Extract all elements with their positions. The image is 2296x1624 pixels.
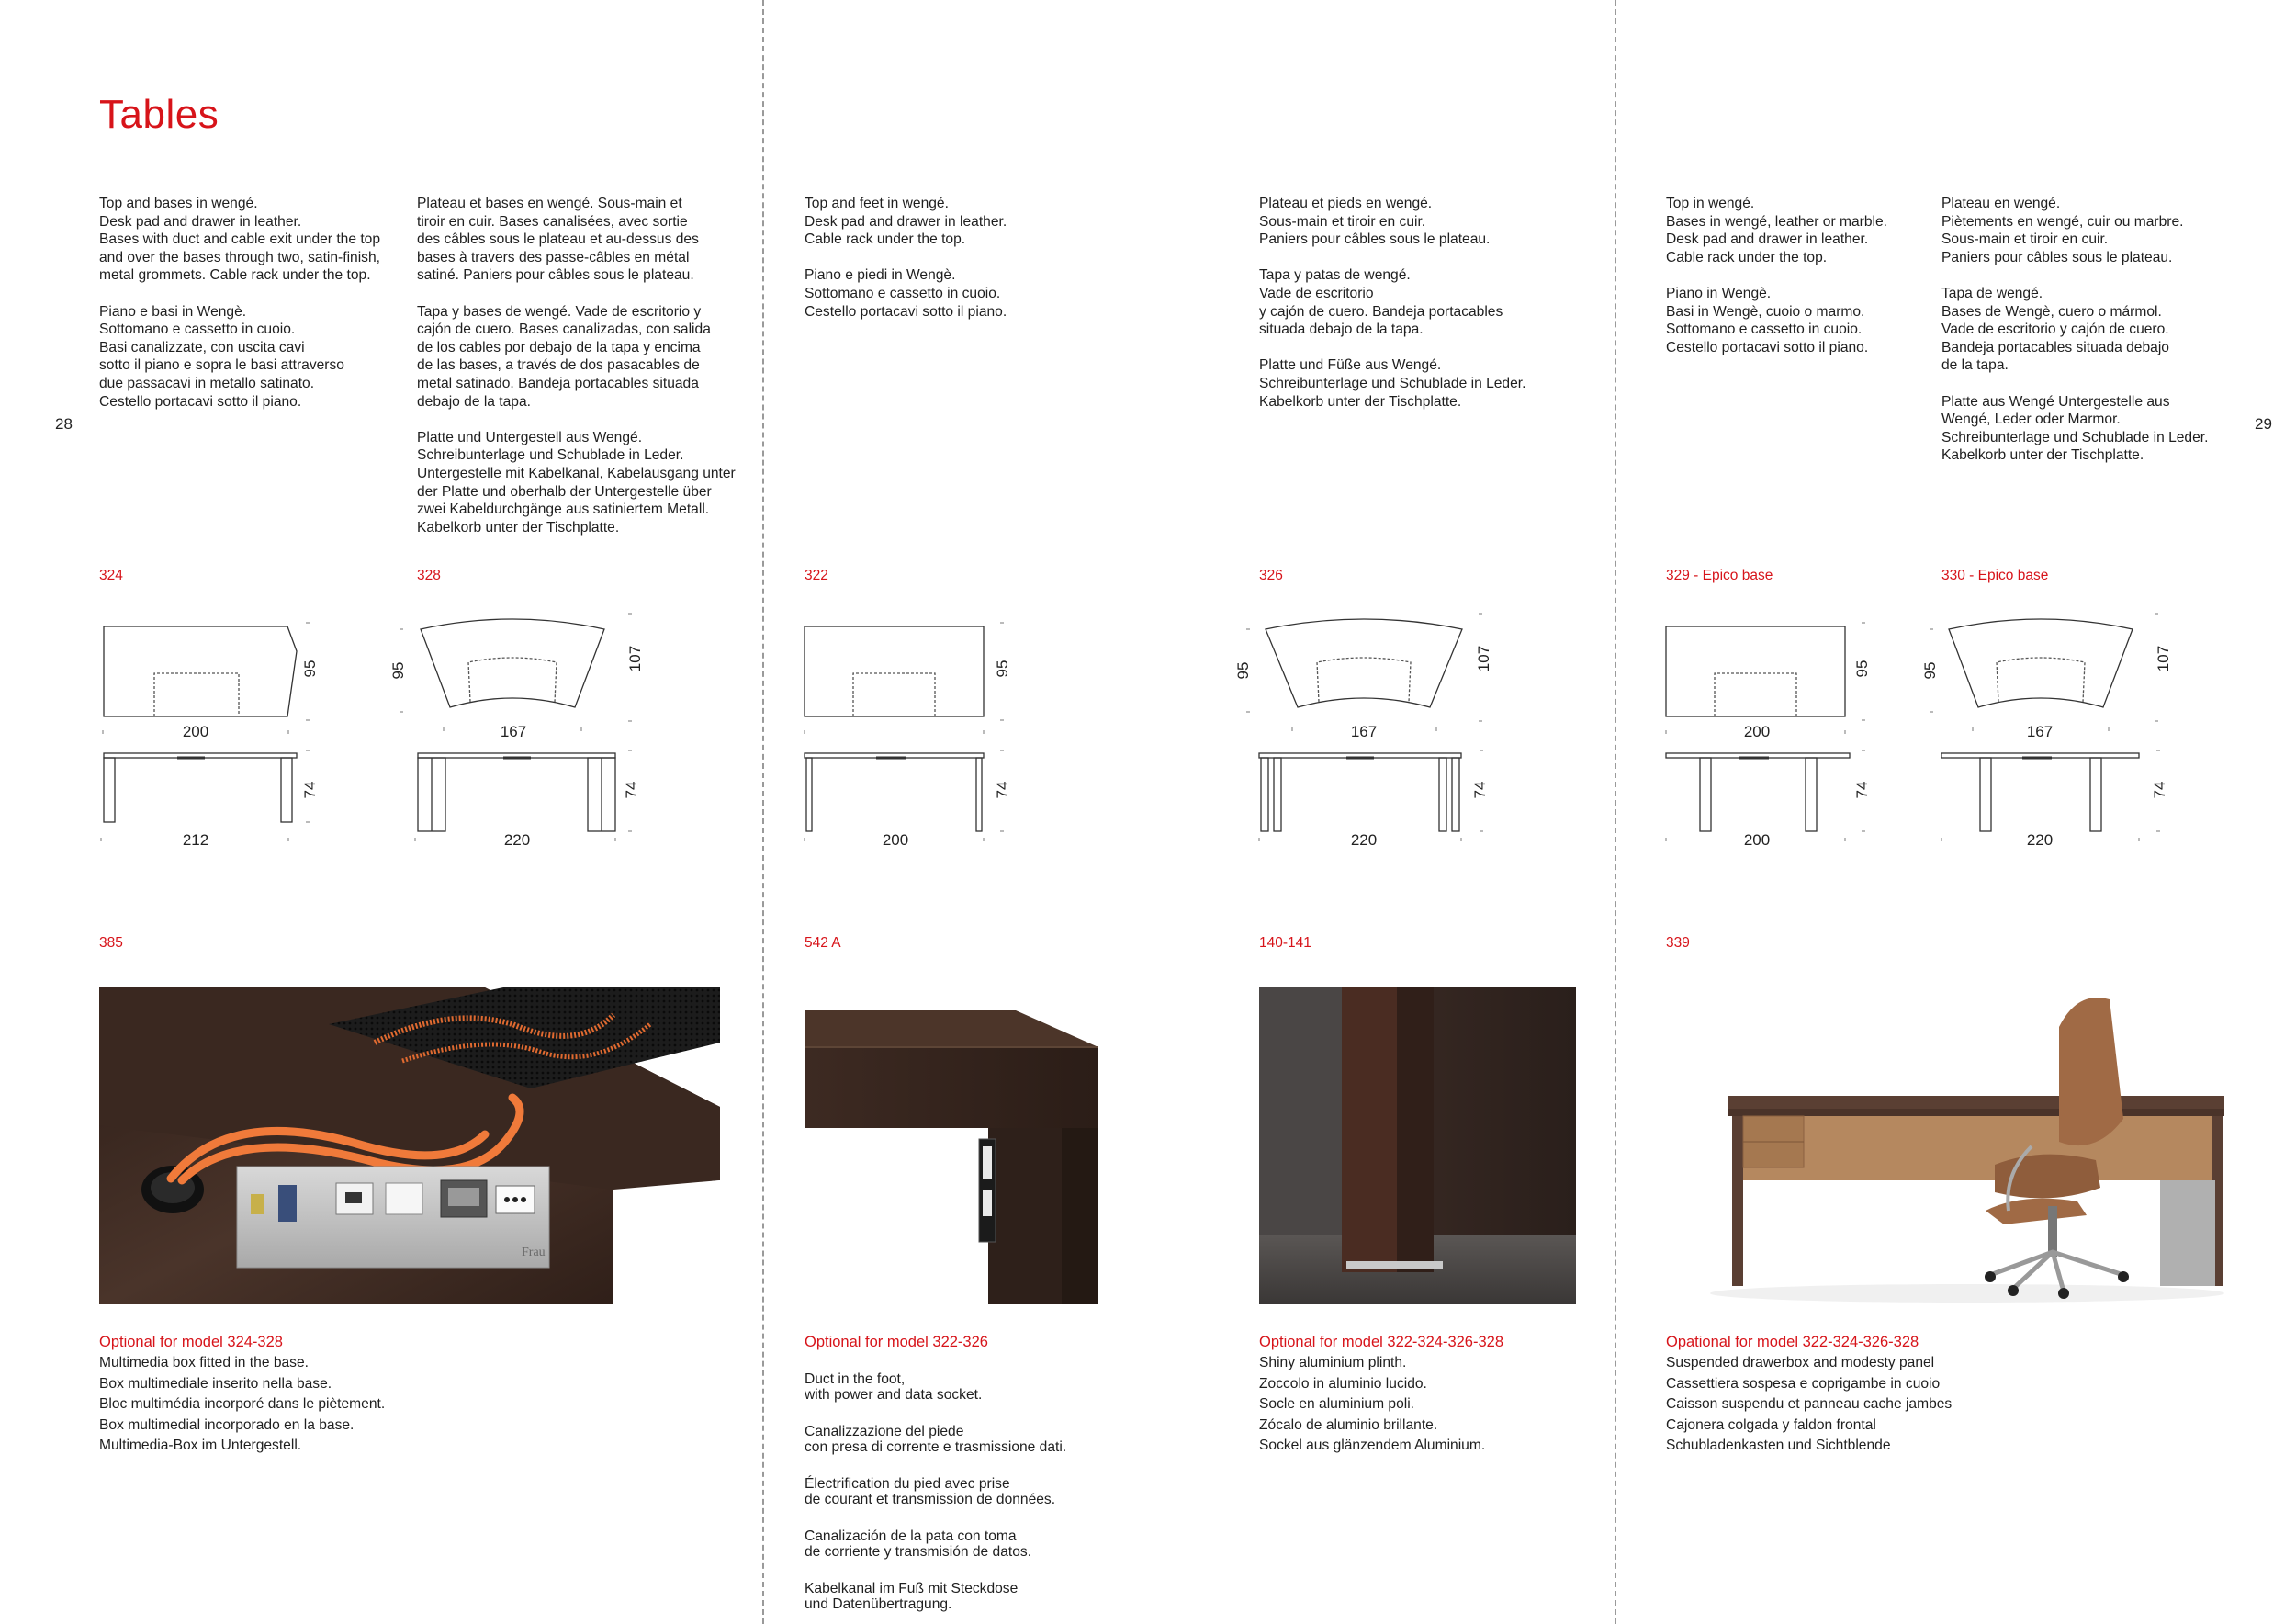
- description-es: Canalización de la pata con toma de corriente y transmisión de datos.: [805, 1528, 1032, 1560]
- plan-depth-label: 95: [994, 660, 1011, 678]
- description-de: Kabelkanal im Fuß mit Steckdose und Datenübertragung.: [805, 1581, 1019, 1612]
- accessory-code: 339: [1666, 935, 1690, 951]
- plan-depth-right-label: 107: [626, 645, 644, 672]
- overall-width-label: 220: [2026, 831, 2054, 849]
- plan-depth-label: 95: [301, 660, 319, 678]
- plan-width-label: 167: [1350, 723, 1378, 740]
- overall-width-label: 220: [1350, 831, 1378, 849]
- description-fr-es-de: Plateau en wengé. Piètements en wengé, cuir ou marbre. Sous-main et tiroir en cuir. Paniers pour câbles sous le plateau. Tapa de wengé. Bases de Wengè, cuero o mármol. Vade de escritorio y cajón de cuero. Bandeja portacables situada debajo de la tapa. Platte aus Wengé Untergestelle aus Wengé, Leder oder Marmor. Schreibunterlage und Schublade in Leder. Kabelkorb unter der Tischplatte.: [1941, 196, 2209, 464]
- plate-logo-text: Frau: [522, 1246, 546, 1259]
- plan-depth-label: 95: [1853, 660, 1871, 678]
- model-code: 328: [417, 568, 441, 583]
- plan-width-label: 167: [500, 723, 527, 740]
- height-label: 74: [2151, 781, 2168, 799]
- description-en-it: Top and bases in wengé. Desk pad and drawer in leather. Bases with duct and cable exit under the top and over the bases through two, satin-finish, metal grommets. Cable rack under the top. Piano e basi in Wengè. Sottomano e cassetto in cuoio. Basi canalizzate, con uscita cavi sotto il piano e sopra le basi attraverso due passacavi in metallo satinato. Cestello portacavi sotto il piano.: [99, 196, 381, 410]
- aluminium-plinth-photo: [1259, 987, 1576, 1304]
- height-label: 74: [623, 781, 640, 799]
- page-number-left: 28: [55, 415, 73, 433]
- overall-width-label: 212: [182, 831, 209, 849]
- height-label: 74: [301, 781, 319, 799]
- plan-depth-left-label: 95: [1234, 661, 1252, 680]
- desk-drawerbox-photo: [1692, 972, 2254, 1325]
- description-en: Duct in the foot, with power and data socket.: [805, 1371, 983, 1403]
- description-fr-es-de: Plateau et pieds en wengé. Sous-main et tiroir en cuir. Paniers pour câbles sous le plateau. Tapa y patas de wengé. Vade de escritorio y cajón de cuero. Bandeja portacables situada debajo de la tapa. Platte und Füße aus Wengé. Schreibunterlage und Schublade in Leder. Kabelkorb unter der Tischplatte.: [1259, 196, 1526, 410]
- model-code: 326: [1259, 568, 1283, 583]
- accessory-description: [805, 1356, 1218, 1624]
- plan-depth-left-label: 95: [389, 661, 407, 680]
- optional-caption: Opational for model 322-324-326-328: [1666, 1334, 1919, 1350]
- model-code: 329 - Epico base: [1666, 568, 1773, 583]
- description-en-it: Top and feet in wengé. Desk pad and drawer in leather. Cable rack under the top. Piano e piedi in Wengè. Sottomano e cassetto in cuoio. Cestello portacavi sotto il piano.: [805, 196, 1007, 320]
- plan-width-label: 167: [2026, 723, 2054, 740]
- multimedia-box-photo: [99, 987, 720, 1304]
- accessory-code: 140-141: [1259, 935, 1311, 951]
- description-it: Canalizzazione del piede con presa di corrente e trasmissione dati.: [805, 1424, 1067, 1455]
- overall-width-label: 220: [503, 831, 531, 849]
- overall-width-label: 200: [1743, 831, 1771, 849]
- plan-width-label: 200: [1743, 723, 1771, 740]
- column-divider: [762, 0, 764, 1624]
- accessory-description: Suspended drawerbox and modesty panel Cassettiera sospesa e coprigambe in cuoio Caisson suspendu et panneau cache jambes Cajonera colgada y faldon frontal Schubladenkasten und Sichtblende: [1666, 1355, 1953, 1453]
- height-label: 74: [1853, 781, 1871, 799]
- model-code: 330 - Epico base: [1941, 568, 2049, 583]
- column-divider: [1615, 0, 1616, 1624]
- page-title: Tables: [99, 92, 219, 137]
- optional-caption: Optional for model 322-326: [805, 1334, 988, 1350]
- duct-foot-photo: [805, 1010, 1117, 1304]
- accessory-code: 385: [99, 935, 123, 951]
- model-code: 322: [805, 568, 828, 583]
- accessory-description: Shiny aluminium plinth. Zoccolo in aluminio lucido. Socle en aluminium poli. Zócalo de aluminio brillante. Sockel aus glänzendem Aluminium.: [1259, 1355, 1486, 1453]
- accessory-code: 542 A: [805, 935, 841, 951]
- optional-caption: Optional for model 324-328: [99, 1334, 283, 1350]
- accessory-description: Multimedia box fitted in the base. Box multimediale inserito nella base. Bloc multimédia incorporé dans le piètement. Box multimedial incorporado en la base. Multimedia-Box im Untergestell.: [99, 1355, 386, 1453]
- height-label: 74: [1471, 781, 1489, 799]
- plan-depth-right-label: 107: [1475, 645, 1492, 672]
- plan-depth-left-label: 95: [1921, 661, 1939, 680]
- model-code: 324: [99, 568, 123, 583]
- plan-width-label: 200: [182, 723, 209, 740]
- description-fr: Électrification du pied avec prise de courant et transmission de données.: [805, 1476, 1056, 1507]
- height-label: 74: [994, 781, 1011, 799]
- description-en-it: Top in wengé. Bases in wengé, leather or marble. Desk pad and drawer in leather. Cable rack under the top. Piano in Wengè. Basi in Wengè, cuoio o marmo. Sottomano e cassetto in cuoio. Cestello portacavi sotto il piano.: [1666, 196, 1887, 355]
- description-fr-es-de: Plateau et bases en wengé. Sous-main et tiroir en cuir. Bases canalisées, avec sortie des câbles sous le plateau et au-dessus des bases à travers des passe-câbles en métal satiné. Paniers pour câbles sous le plateau. Tapa y bases de wengé. Vade de escritorio y cajón de cuero. Bases canalizadas, con salida de los cables por debajo de la tapa y encima de las bases, a través de dos pasacables de metal satinado. Bandeja portacables situada debajo de la tapa. Platte und Untergestell aus Wengé. Schreibunterlage und Schublade in Leder. Untergestelle mit Kabelkanal, Kabelausgang unter der Platte und oberhalb der Untergestelle über zwei Kabeldurchgänge aus satiniertem Metall. Kabelkorb unter der Tischplatte.: [417, 196, 736, 536]
- overall-width-label: 200: [882, 831, 909, 849]
- page-number-right: 29: [2255, 415, 2272, 433]
- plan-depth-right-label: 107: [2155, 645, 2172, 672]
- optional-caption: Optional for model 322-324-326-328: [1259, 1334, 1504, 1350]
